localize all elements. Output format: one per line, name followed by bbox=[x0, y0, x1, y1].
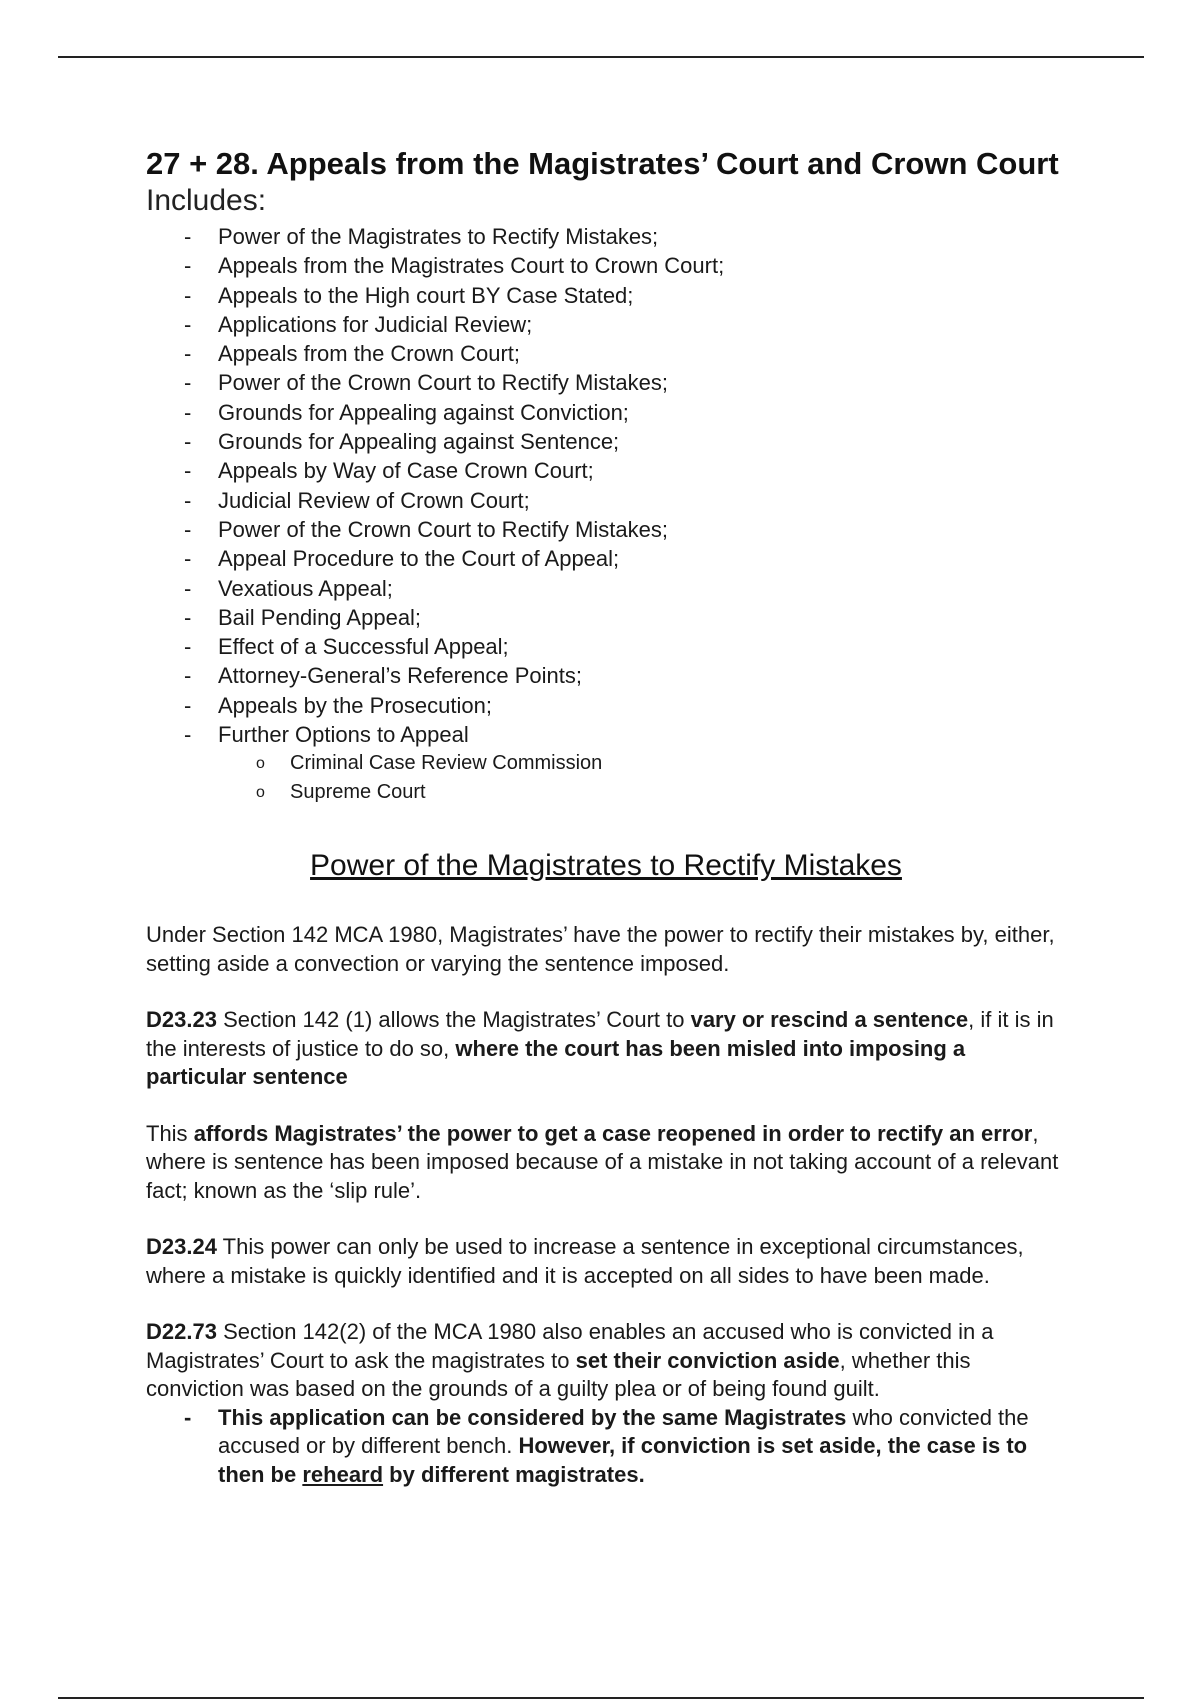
bold-run: vary or rescind a sentence bbox=[690, 1007, 969, 1033]
reference-code: D22.73 bbox=[146, 1319, 217, 1345]
list-item: - Vexatious Appeal; bbox=[146, 574, 1066, 603]
list-item: - Attorney-General’s Reference Points; bbox=[146, 661, 1066, 690]
list-item: - Effect of a Successful Appeal; bbox=[146, 632, 1066, 661]
text-run: Section 142 (1) allows the Magistrates’ Court to bbox=[216, 1007, 691, 1033]
text-run: Section 142(2) of the MCA 1980 also enables an accused who is convicted in a Magistrates’ Court to ask the magistrates to bbox=[146, 1319, 994, 1373]
list-item: - Appeals by the Prosecution; bbox=[146, 691, 1066, 720]
text-run: who convicted the accused or by different bench. bbox=[218, 1404, 1029, 1459]
text-run: , where is sentence has been imposed because of a mistake in not taking account of a relevant fact; known as the ‘slip rule’. bbox=[146, 1120, 1059, 1203]
page-content bbox=[146, 146, 1066, 1489]
bold-run: where the court has been misled into imposing a particular sentence bbox=[146, 1035, 966, 1090]
header-rule bbox=[58, 56, 1144, 58]
paragraph-d23-23 bbox=[146, 1006, 1066, 1092]
bold-run: by different magistrates. bbox=[383, 1461, 645, 1487]
list-item bbox=[146, 1404, 1066, 1490]
paragraph-d22-73 bbox=[146, 1318, 1066, 1404]
list-item: - Appeals from the Magistrates Court to Crown Court; bbox=[146, 251, 1066, 280]
reference-code: D23.23 bbox=[146, 1007, 217, 1033]
sub-list bbox=[218, 749, 1066, 807]
list-item: - Applications for Judicial Review; bbox=[146, 310, 1066, 339]
paragraph-slip-rule bbox=[146, 1120, 1066, 1206]
contents-list bbox=[146, 222, 1066, 807]
list-item: - Appeals by Way of Case Crown Court; bbox=[146, 456, 1066, 485]
list-item: - Appeals from the Crown Court; bbox=[146, 339, 1066, 368]
bold-run: affords Magistrates’ the power to get a case reopened in order to rectify an error bbox=[193, 1120, 1033, 1146]
list-item-further-options bbox=[146, 720, 1066, 807]
list-item: - Grounds for Appealing against Sentence; bbox=[146, 427, 1066, 456]
underlined-run: reheard bbox=[302, 1461, 384, 1487]
sub-list-item: o Supreme Court bbox=[146, 778, 1066, 807]
includes-label: Includes: bbox=[146, 184, 267, 217]
note-list bbox=[146, 1404, 1066, 1490]
list-item: - Grounds for Appealing against Conviction; bbox=[146, 398, 1066, 427]
sub-list-item: o Criminal Case Review Commission bbox=[146, 749, 1066, 778]
reference-code: D23.24 bbox=[146, 1234, 217, 1260]
bold-run: set their conviction aside bbox=[575, 1347, 840, 1373]
list-item: - Power of the Magistrates to Rectify Mistakes; bbox=[146, 222, 1066, 251]
section-heading: Power of the Magistrates to Rectify Mistakes bbox=[310, 849, 902, 883]
text-run: , if it is in the interests of justice to do so, bbox=[146, 1007, 1054, 1061]
bold-run: However, if conviction is set aside, the case is to then be bbox=[218, 1433, 1028, 1487]
bold-run: This application can be considered by the same Magistrates bbox=[218, 1404, 847, 1430]
footer-rule bbox=[58, 1697, 1144, 1699]
text-run: This power can only be used to increase a sentence in exceptional circumstances, where a mistake is quickly identified and it is accepted on all sides to have been made. bbox=[146, 1234, 1024, 1288]
list-item: - Judicial Review of Crown Court; bbox=[146, 486, 1066, 515]
page-title: 27 + 28. Appeals from the Magistrates’ Court and Crown Court bbox=[146, 146, 1059, 181]
paragraph-d23-24 bbox=[146, 1233, 1066, 1290]
text-run: , whether this conviction was based on the grounds of a guilty plea or of being found guilt. bbox=[146, 1347, 971, 1402]
paragraph-intro: Under Section 142 MCA 1980, Magistrates’ have the power to rectify their mistakes by, either, setting aside a convection or varying the sentence imposed. bbox=[146, 922, 1055, 976]
list-item: - Power of the Crown Court to Rectify Mistakes; bbox=[146, 515, 1066, 544]
list-item: - Bail Pending Appeal; bbox=[146, 603, 1066, 632]
list-item-label: Further Options to Appeal bbox=[218, 722, 469, 748]
list-item: - Power of the Crown Court to Rectify Mistakes; bbox=[146, 368, 1066, 397]
list-item: - Appeals to the High court BY Case Stated; bbox=[146, 281, 1066, 310]
text-run: This bbox=[146, 1120, 194, 1146]
list-item: - Appeal Procedure to the Court of Appeal; bbox=[146, 544, 1066, 573]
